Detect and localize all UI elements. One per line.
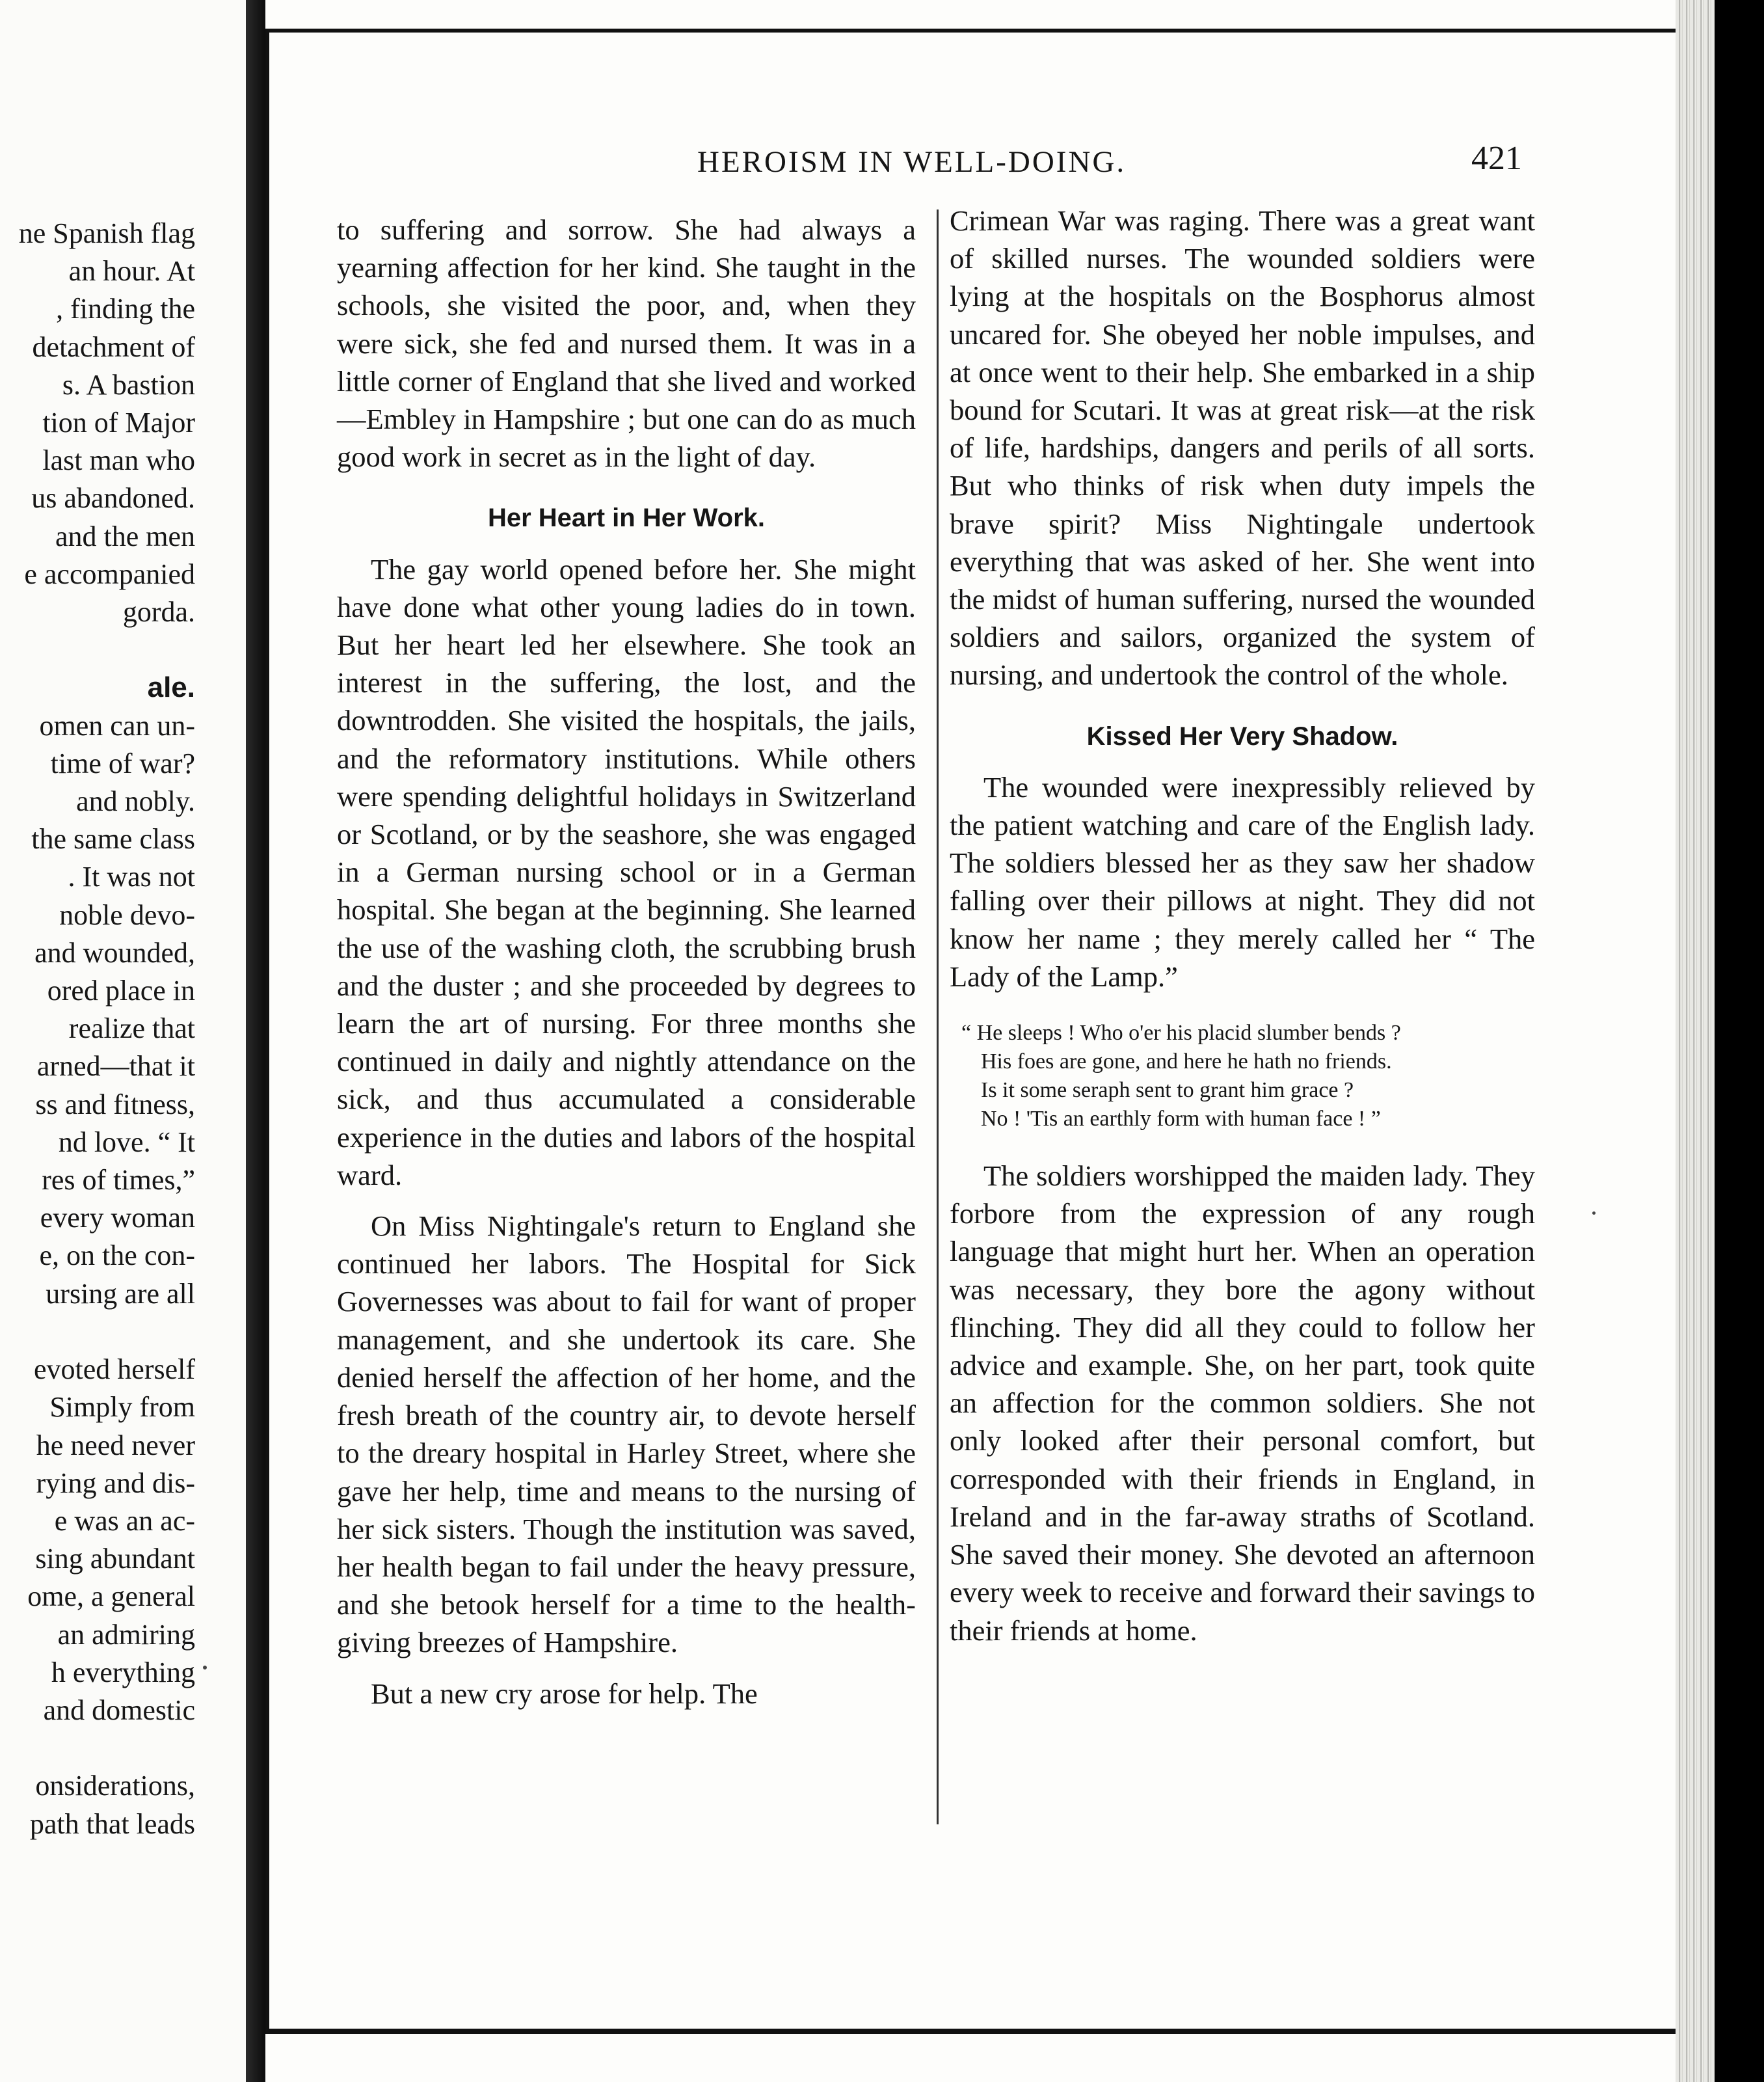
section-heading: Kissed Her Very Shadow.: [1086, 722, 1398, 751]
fragment-line: e was an ac-: [54, 1504, 195, 1537]
page-gutter-shadow: [246, 0, 265, 2082]
fragment-line: and nobly.: [76, 785, 195, 818]
poem-line: Is it some seraph sent to grant him grace ?: [981, 1078, 1354, 1103]
section-heading: Her Heart in Her Work.: [487, 504, 766, 533]
fragment-line: every woman: [40, 1202, 195, 1234]
poem-line: No ! 'Tis an earthly form with human face ! ”: [981, 1107, 1381, 1131]
fragment-line: evoted herself: [34, 1353, 195, 1386]
poem-line: His foes are gone, and here he hath no friends.: [981, 1049, 1392, 1074]
paragraph: On Miss Nightingale's return to England she continued her labors. The Hospital for Sick Governesses was about to fail for want of proper management, and she undertook its care. She denied herself the affection of her home, and the fresh breath of the country air, to devote herself to the dreary hospital in Harley Street, where she gave her help, time and means to the nursing of her sick sisters. Though the institution was saved, her health began to fail under the heavy pressure, and she betook herself for a time to the health-giving breezes of Hampshire.: [337, 1210, 916, 1659]
fragment-line: Simply from: [49, 1391, 195, 1424]
fragment-line: e accompanied: [24, 558, 195, 590]
fragment-line: s. A bastion: [62, 368, 195, 401]
fragment-line: detachment of: [32, 331, 195, 363]
fragment-line: ne Spanish flag: [18, 217, 195, 249]
page-number: 421: [1471, 140, 1522, 177]
column-divider: [937, 210, 939, 1824]
fragment-line: time of war?: [50, 747, 195, 779]
page-edge-stack: [1676, 0, 1715, 2082]
fragment-line: noble devo-: [59, 899, 195, 931]
fragment-line: ale.: [147, 671, 195, 704]
fragment-line: ome, a general: [27, 1580, 195, 1613]
fragment-line: [0, 631, 195, 669]
text-column-1: [337, 211, 916, 1712]
fragment-line: realize that: [68, 1012, 195, 1045]
scan-speck: [203, 1666, 207, 1670]
paragraph: to suffering and sorrow. She had always a yearning affection for her kind. She taught in the schools, she visited the poor, and, when they were sick, she fed and nursed them. It was in a little corner of England that she lived and worked—Embley in Hampshire ; but one can do as much good work in secret as in the light of day.: [337, 213, 916, 474]
fragment-line: [0, 1729, 195, 1767]
text-column-2: [950, 202, 1535, 1649]
poem-line: “ He sleeps ! Who o'er his placid slumber bends ?: [961, 1021, 1401, 1046]
fragment-line: arned—that it: [36, 1050, 195, 1083]
fragment-line: e, on the con-: [39, 1239, 195, 1272]
fragment-line: ursing are all: [46, 1277, 195, 1310]
fragment-line: and domestic: [43, 1694, 195, 1726]
fragment-line: rying and dis-: [36, 1467, 195, 1499]
fragment-line: the same class: [31, 823, 195, 856]
fragment-line: , finding the: [56, 293, 195, 325]
poem-quote: [961, 1019, 1535, 1133]
fragment-line: . It was not: [68, 861, 195, 893]
fragment-line: ored place in: [47, 975, 195, 1007]
paragraph: The gay world opened before her. She might have done what other young ladies do in town. But her heart led her elsewhere. She took an interest in the suffering, the lost, and the downtrodden. She visited the hospitals, the jails, and the reformatory institutions. While others were spending delightful holidays in Switzerland or Scotland, or by the seashore, she was engaged in a German nursing school or in a German hospital. She began at the beginning. She learned the use of the washing cloth, the scrubbing brush and the duster ; and she proceeded by degrees to learn the art of nursing. For three months she continued in daily and nightly attendance on the sick, and thus accumulated a considerable experience in the duties and labors of the hospital ward.: [337, 552, 916, 1191]
fragment-line: ss and fitness,: [35, 1088, 195, 1120]
fragment-line: path that leads: [29, 1807, 195, 1840]
fragment-line: onsiderations,: [35, 1770, 195, 1802]
fragment-line: res of times,”: [42, 1164, 195, 1196]
paragraph: The soldiers worshipped the maiden lady. They forbore from the expression of any rough language that might hurt her. When an operation was necessary, they bore the agony without flinching. They did all they could to follow her advice and example. She, on her part, took quite an affection for the common soldiers. She not only looked after their personal comfort, but corresponded with their friends in England, in Ireland and in the far-away straths of Scotland. She saved their money. She devoted an afternoon every week to receive and forward their savings to their friends at home.: [950, 1159, 1535, 1647]
fragment-line: he need never: [36, 1429, 195, 1461]
left-page-fragment: [0, 0, 246, 2082]
fragment-line: and wounded,: [34, 936, 195, 969]
fragment-line: h everything: [51, 1656, 195, 1688]
scan-speck: [1592, 1211, 1596, 1215]
fragment-line: an admiring: [57, 1618, 195, 1651]
running-head: HEROISM IN WELL-DOING.: [697, 145, 1127, 179]
fragment-line: nd love. “ It: [58, 1126, 195, 1158]
fragment-line: and the men: [55, 520, 195, 552]
fragment-line: gorda.: [122, 596, 195, 629]
scan-frame-left: [265, 29, 269, 2034]
fragment-line: sing abundant: [35, 1543, 195, 1575]
scan-frame-top: [265, 29, 1676, 33]
paragraph: But a new cry arose for help. The: [371, 1677, 758, 1710]
fragment-line: last man who: [42, 444, 195, 477]
fragment-line: [0, 1313, 195, 1351]
left-page-text-column: [0, 215, 195, 1843]
fragment-line: an hour. At: [68, 255, 195, 288]
paragraph: Crimean War was raging. There was a great want of skilled nurses. The wounded soldiers were lying at the hospitals on the Bosphorus almost uncared for. She obeyed her noble impulses, and at once went to their help. She embarked in a ship bound for Scutari. It was at great risk—at the risk of life, hardships, dangers and perils of all sorts. But who thinks of risk when duty impels the brave spirit? Miss Nightingale undertook everything that was asked of her. She went into the midst of human suffering, nursed the wounded soldiers and sailors, organized the system of nursing, and undertook the control of the whole.: [950, 204, 1535, 692]
fragment-line: omen can un-: [39, 709, 195, 742]
scan-frame-bottom: [265, 2029, 1676, 2034]
fragment-line: tion of Major: [42, 407, 195, 439]
fragment-line: us abandoned.: [31, 482, 195, 515]
paragraph: The wounded were inexpressibly relieved by the patient watching and care of the English lady. The soldiers blessed her as they saw her shadow falling over their pillows at night. They did not know her name ; they merely called her “ The Lady of the Lamp.”: [950, 770, 1535, 993]
